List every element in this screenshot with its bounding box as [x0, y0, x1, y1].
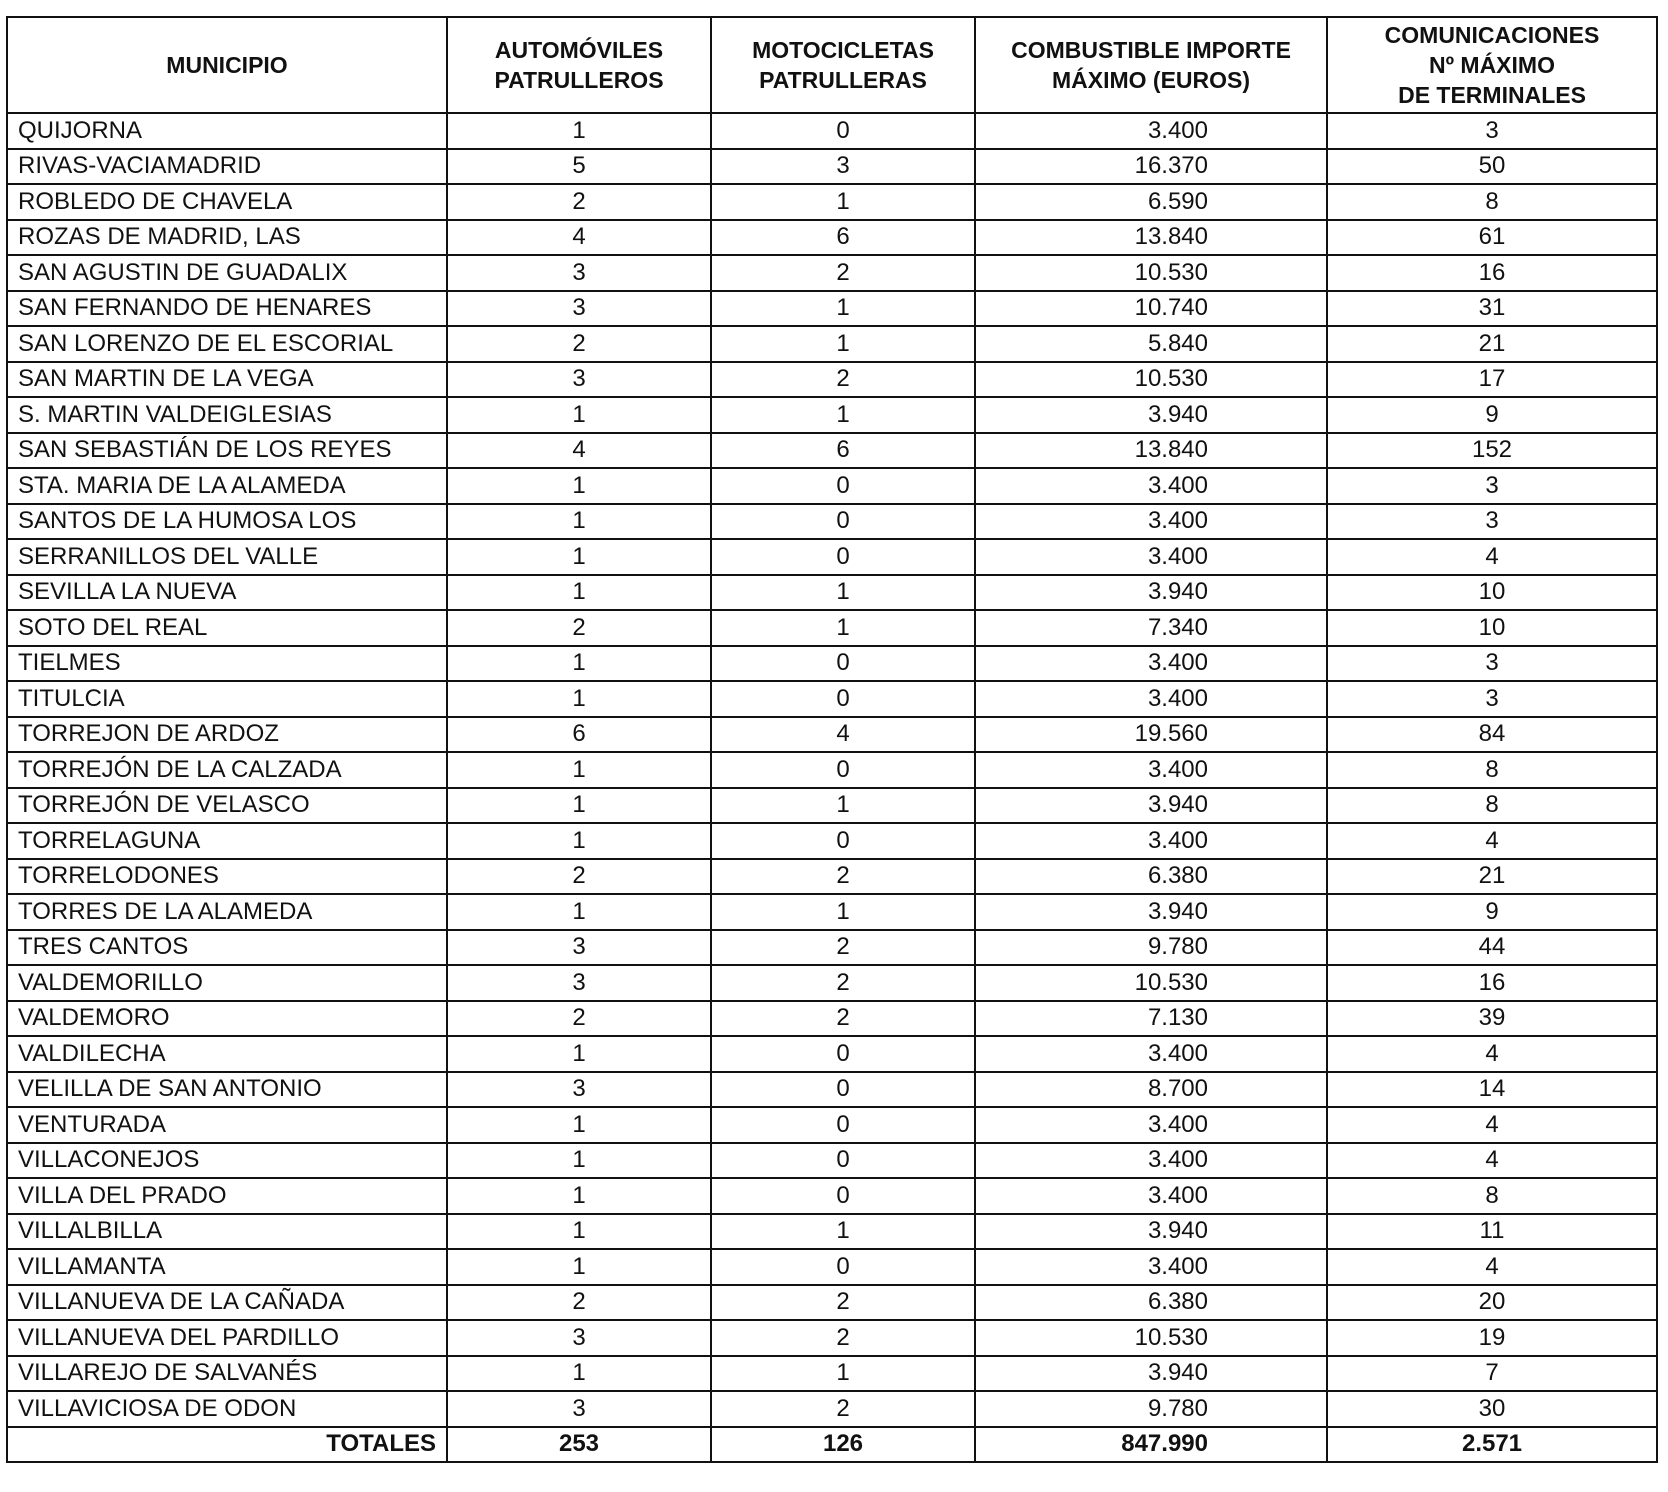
- cell-comunicaciones: 17: [1327, 362, 1657, 398]
- cell-motocicletas: 0: [711, 1036, 975, 1072]
- header-comunicaciones-line: COMUNICACIONES: [1384, 22, 1600, 48]
- cell-motocicletas: 2: [711, 1320, 975, 1356]
- cell-comunicaciones: 44: [1327, 930, 1657, 966]
- cell-automoviles: 1: [447, 113, 711, 149]
- cell-automoviles: 1: [447, 1249, 711, 1285]
- table-row: [7, 291, 1657, 327]
- cell-motocicletas: 1: [711, 894, 975, 930]
- cell-automoviles: 1: [447, 752, 711, 788]
- cell-automoviles: 1: [447, 1143, 711, 1179]
- cell-automoviles: 2: [447, 1001, 711, 1037]
- cell-automoviles: 1: [447, 1178, 711, 1214]
- header-motocicletas-line: PATRULLERAS: [759, 67, 927, 93]
- cell-comunicaciones: 4: [1327, 1249, 1657, 1285]
- cell-automoviles: 2: [447, 184, 711, 220]
- cell-comunicaciones: 3: [1327, 646, 1657, 682]
- cell-combustible: 3.400: [975, 113, 1327, 149]
- cell-municipio: SAN SEBASTIÁN DE LOS REYES: [7, 433, 447, 469]
- cell-automoviles: 6: [447, 717, 711, 753]
- table-row: [7, 1072, 1657, 1108]
- cell-combustible: 3.400: [975, 1249, 1327, 1285]
- cell-municipio: VILLANUEVA DEL PARDILLO: [7, 1320, 447, 1356]
- cell-comunicaciones: 4: [1327, 1107, 1657, 1143]
- cell-comunicaciones: 4: [1327, 1143, 1657, 1179]
- cell-comunicaciones: 21: [1327, 326, 1657, 362]
- header-row: [7, 17, 1657, 113]
- cell-comunicaciones: 8: [1327, 184, 1657, 220]
- cell-combustible: 13.840: [975, 220, 1327, 256]
- cell-motocicletas: 4: [711, 717, 975, 753]
- cell-municipio: SOTO DEL REAL: [7, 610, 447, 646]
- cell-combustible: 9.780: [975, 930, 1327, 966]
- cell-motocicletas: 1: [711, 610, 975, 646]
- header-motocicletas-line: MOTOCICLETAS: [752, 37, 934, 63]
- cell-combustible: 6.380: [975, 1285, 1327, 1321]
- cell-automoviles: 3: [447, 930, 711, 966]
- cell-automoviles: 3: [447, 291, 711, 327]
- table-row: [7, 397, 1657, 433]
- header-comunicaciones: [1327, 17, 1657, 113]
- cell-municipio: TORREJÓN DE VELASCO: [7, 788, 447, 824]
- cell-comunicaciones: 31: [1327, 291, 1657, 327]
- table-row: [7, 681, 1657, 717]
- table-row: [7, 1249, 1657, 1285]
- cell-comunicaciones: 3: [1327, 113, 1657, 149]
- cell-motocicletas: 2: [711, 965, 975, 1001]
- cell-automoviles: 1: [447, 894, 711, 930]
- table-row: [7, 575, 1657, 611]
- table-row: [7, 433, 1657, 469]
- cell-combustible: 10.740: [975, 291, 1327, 327]
- cell-municipio: SAN MARTIN DE LA VEGA: [7, 362, 447, 398]
- cell-automoviles: 4: [447, 220, 711, 256]
- cell-municipio: VILLANUEVA DE LA CAÑADA: [7, 1285, 447, 1321]
- totals-row: [7, 1427, 1657, 1463]
- table-row: [7, 1107, 1657, 1143]
- cell-automoviles: 2: [447, 1285, 711, 1321]
- cell-comunicaciones: 152: [1327, 433, 1657, 469]
- totals-comunicaciones: 2.571: [1327, 1427, 1657, 1463]
- cell-municipio: RIVAS-VACIAMADRID: [7, 149, 447, 185]
- header-automoviles: [447, 17, 711, 113]
- cell-motocicletas: 6: [711, 220, 975, 256]
- cell-automoviles: 5: [447, 149, 711, 185]
- table-row: [7, 113, 1657, 149]
- table-row: [7, 362, 1657, 398]
- table-row: [7, 1143, 1657, 1179]
- cell-motocicletas: 0: [711, 1107, 975, 1143]
- table-row: [7, 220, 1657, 256]
- cell-municipio: TORRELAGUNA: [7, 823, 447, 859]
- cell-municipio: TORRES DE LA ALAMEDA: [7, 894, 447, 930]
- cell-automoviles: 1: [447, 397, 711, 433]
- cell-motocicletas: 2: [711, 859, 975, 895]
- cell-comunicaciones: 4: [1327, 539, 1657, 575]
- cell-combustible: 10.530: [975, 1320, 1327, 1356]
- cell-municipio: TORREJON DE ARDOZ: [7, 717, 447, 753]
- table-row: [7, 539, 1657, 575]
- cell-motocicletas: 0: [711, 1249, 975, 1285]
- cell-combustible: 6.590: [975, 184, 1327, 220]
- cell-motocicletas: 0: [711, 752, 975, 788]
- cell-motocicletas: 2: [711, 255, 975, 291]
- cell-automoviles: 1: [447, 823, 711, 859]
- cell-comunicaciones: 8: [1327, 788, 1657, 824]
- cell-automoviles: 1: [447, 646, 711, 682]
- table-row: [7, 752, 1657, 788]
- cell-comunicaciones: 20: [1327, 1285, 1657, 1321]
- cell-municipio: VALDEMORO: [7, 1001, 447, 1037]
- table-row: [7, 1178, 1657, 1214]
- cell-combustible: 3.940: [975, 575, 1327, 611]
- cell-automoviles: 3: [447, 965, 711, 1001]
- cell-motocicletas: 2: [711, 930, 975, 966]
- cell-combustible: 3.400: [975, 1143, 1327, 1179]
- cell-automoviles: 3: [447, 255, 711, 291]
- cell-combustible: 3.940: [975, 397, 1327, 433]
- cell-automoviles: 4: [447, 433, 711, 469]
- table-row: [7, 1320, 1657, 1356]
- cell-comunicaciones: 7: [1327, 1356, 1657, 1392]
- cell-motocicletas: 2: [711, 1391, 975, 1427]
- table-row: [7, 1036, 1657, 1072]
- cell-automoviles: 3: [447, 1072, 711, 1108]
- cell-comunicaciones: 10: [1327, 610, 1657, 646]
- cell-combustible: 7.130: [975, 1001, 1327, 1037]
- cell-combustible: 3.400: [975, 1036, 1327, 1072]
- cell-comunicaciones: 14: [1327, 1072, 1657, 1108]
- cell-combustible: 10.530: [975, 255, 1327, 291]
- cell-automoviles: 1: [447, 468, 711, 504]
- cell-comunicaciones: 50: [1327, 149, 1657, 185]
- table-row: [7, 894, 1657, 930]
- cell-automoviles: 1: [447, 1356, 711, 1392]
- cell-municipio: TORRELODONES: [7, 859, 447, 895]
- header-combustible-line: MÁXIMO (EUROS): [1051, 67, 1251, 93]
- cell-combustible: 3.940: [975, 894, 1327, 930]
- cell-municipio: S. MARTIN VALDEIGLESIAS: [7, 397, 447, 433]
- cell-combustible: 3.400: [975, 468, 1327, 504]
- cell-motocicletas: 0: [711, 504, 975, 540]
- cell-municipio: VILLAREJO DE SALVANÉS: [7, 1356, 447, 1392]
- cell-comunicaciones: 3: [1327, 681, 1657, 717]
- cell-motocicletas: 0: [711, 1143, 975, 1179]
- cell-motocicletas: 2: [711, 362, 975, 398]
- cell-motocicletas: 1: [711, 788, 975, 824]
- cell-motocicletas: 2: [711, 1001, 975, 1037]
- cell-municipio: SERRANILLOS DEL VALLE: [7, 539, 447, 575]
- cell-municipio: SAN AGUSTIN DE GUADALIX: [7, 255, 447, 291]
- cell-comunicaciones: 9: [1327, 894, 1657, 930]
- cell-automoviles: 3: [447, 1391, 711, 1427]
- cell-municipio: SAN LORENZO DE EL ESCORIAL: [7, 326, 447, 362]
- cell-motocicletas: 1: [711, 291, 975, 327]
- table-row: [7, 646, 1657, 682]
- cell-combustible: 19.560: [975, 717, 1327, 753]
- cell-motocicletas: 0: [711, 539, 975, 575]
- totals-automoviles: 253: [447, 1427, 711, 1463]
- cell-municipio: VILLAMANTA: [7, 1249, 447, 1285]
- table-row: [7, 859, 1657, 895]
- cell-municipio: ROZAS DE MADRID, LAS: [7, 220, 447, 256]
- cell-automoviles: 1: [447, 504, 711, 540]
- cell-automoviles: 1: [447, 788, 711, 824]
- table-row: [7, 468, 1657, 504]
- cell-municipio: TIELMES: [7, 646, 447, 682]
- table-row: [7, 965, 1657, 1001]
- cell-municipio: VENTURADA: [7, 1107, 447, 1143]
- cell-comunicaciones: 8: [1327, 1178, 1657, 1214]
- cell-municipio: VILLALBILLA: [7, 1214, 447, 1250]
- header-comunicaciones-line: Nº MÁXIMO: [1429, 52, 1555, 78]
- cell-motocicletas: 0: [711, 113, 975, 149]
- cell-municipio: QUIJORNA: [7, 113, 447, 149]
- cell-combustible: 3.400: [975, 504, 1327, 540]
- header-motocicletas: [711, 17, 975, 113]
- totals-label: TOTALES: [7, 1427, 447, 1463]
- cell-municipio: ROBLEDO DE CHAVELA: [7, 184, 447, 220]
- cell-comunicaciones: 30: [1327, 1391, 1657, 1427]
- cell-municipio: VALDEMORILLO: [7, 965, 447, 1001]
- cell-comunicaciones: 10: [1327, 575, 1657, 611]
- cell-combustible: 5.840: [975, 326, 1327, 362]
- cell-municipio: SAN FERNANDO DE HENARES: [7, 291, 447, 327]
- cell-automoviles: 1: [447, 1214, 711, 1250]
- cell-combustible: 3.400: [975, 823, 1327, 859]
- cell-municipio: VELILLA DE SAN ANTONIO: [7, 1072, 447, 1108]
- cell-motocicletas: 0: [711, 823, 975, 859]
- cell-motocicletas: 0: [711, 681, 975, 717]
- cell-comunicaciones: 4: [1327, 823, 1657, 859]
- header-automoviles-line: PATRULLEROS: [494, 67, 664, 93]
- cell-motocicletas: 1: [711, 397, 975, 433]
- cell-municipio: TITULCIA: [7, 681, 447, 717]
- cell-automoviles: 1: [447, 539, 711, 575]
- cell-combustible: 3.940: [975, 788, 1327, 824]
- cell-comunicaciones: 11: [1327, 1214, 1657, 1250]
- cell-automoviles: 1: [447, 575, 711, 611]
- cell-comunicaciones: 3: [1327, 468, 1657, 504]
- cell-municipio: VALDILECHA: [7, 1036, 447, 1072]
- cell-combustible: 10.530: [975, 362, 1327, 398]
- cell-motocicletas: 0: [711, 1072, 975, 1108]
- cell-municipio: SANTOS DE LA HUMOSA LOS: [7, 504, 447, 540]
- header-combustible-line: COMBUSTIBLE IMPORTE: [1011, 37, 1291, 63]
- cell-automoviles: 1: [447, 681, 711, 717]
- cell-combustible: 8.700: [975, 1072, 1327, 1108]
- cell-comunicaciones: 84: [1327, 717, 1657, 753]
- cell-comunicaciones: 16: [1327, 255, 1657, 291]
- table-row: [7, 1001, 1657, 1037]
- table-row: [7, 255, 1657, 291]
- header-comunicaciones-line: DE TERMINALES: [1398, 82, 1586, 108]
- cell-automoviles: 2: [447, 859, 711, 895]
- table-body: [7, 113, 1657, 1427]
- cell-municipio: STA. MARIA DE LA ALAMEDA: [7, 468, 447, 504]
- cell-municipio: VILLA DEL PRADO: [7, 1178, 447, 1214]
- resources-table: [6, 16, 1658, 1463]
- table-row: [7, 1214, 1657, 1250]
- cell-automoviles: 2: [447, 610, 711, 646]
- cell-comunicaciones: 16: [1327, 965, 1657, 1001]
- cell-comunicaciones: 4: [1327, 1036, 1657, 1072]
- table-row: [7, 610, 1657, 646]
- cell-automoviles: 3: [447, 1320, 711, 1356]
- cell-combustible: 3.400: [975, 1178, 1327, 1214]
- document-page: [6, 16, 1658, 1463]
- cell-comunicaciones: 21: [1327, 859, 1657, 895]
- cell-motocicletas: 1: [711, 326, 975, 362]
- cell-comunicaciones: 3: [1327, 504, 1657, 540]
- cell-motocicletas: 1: [711, 184, 975, 220]
- cell-motocicletas: 0: [711, 1178, 975, 1214]
- cell-motocicletas: 2: [711, 1285, 975, 1321]
- cell-municipio: TORREJÓN DE LA CALZADA: [7, 752, 447, 788]
- table-row: [7, 184, 1657, 220]
- cell-combustible: 3.400: [975, 539, 1327, 575]
- cell-combustible: 13.840: [975, 433, 1327, 469]
- cell-combustible: 3.940: [975, 1356, 1327, 1392]
- table-row: [7, 149, 1657, 185]
- cell-combustible: 3.400: [975, 1107, 1327, 1143]
- cell-motocicletas: 6: [711, 433, 975, 469]
- table-row: [7, 1391, 1657, 1427]
- header-municipio: MUNICIPIO: [7, 17, 447, 113]
- table-row: [7, 823, 1657, 859]
- cell-municipio: VILLACONEJOS: [7, 1143, 447, 1179]
- cell-comunicaciones: 8: [1327, 752, 1657, 788]
- table-row: [7, 326, 1657, 362]
- table-row: [7, 788, 1657, 824]
- cell-combustible: 10.530: [975, 965, 1327, 1001]
- cell-combustible: 3.940: [975, 1214, 1327, 1250]
- cell-municipio: TRES CANTOS: [7, 930, 447, 966]
- cell-comunicaciones: 61: [1327, 220, 1657, 256]
- cell-combustible: 7.340: [975, 610, 1327, 646]
- cell-motocicletas: 0: [711, 646, 975, 682]
- table-row: [7, 504, 1657, 540]
- cell-automoviles: 3: [447, 362, 711, 398]
- cell-automoviles: 1: [447, 1036, 711, 1072]
- table-row: [7, 930, 1657, 966]
- cell-comunicaciones: 9: [1327, 397, 1657, 433]
- cell-combustible: 3.400: [975, 681, 1327, 717]
- cell-automoviles: 1: [447, 1107, 711, 1143]
- cell-motocicletas: 3: [711, 149, 975, 185]
- cell-motocicletas: 1: [711, 1214, 975, 1250]
- cell-automoviles: 2: [447, 326, 711, 362]
- cell-motocicletas: 0: [711, 468, 975, 504]
- cell-municipio: SEVILLA LA NUEVA: [7, 575, 447, 611]
- totals-motocicletas: 126: [711, 1427, 975, 1463]
- cell-combustible: 16.370: [975, 149, 1327, 185]
- cell-motocicletas: 1: [711, 1356, 975, 1392]
- cell-combustible: 3.400: [975, 752, 1327, 788]
- cell-combustible: 3.400: [975, 646, 1327, 682]
- cell-municipio: VILLAVICIOSA DE ODON: [7, 1391, 447, 1427]
- cell-motocicletas: 1: [711, 575, 975, 611]
- cell-comunicaciones: 39: [1327, 1001, 1657, 1037]
- totals-combustible: 847.990: [975, 1427, 1327, 1463]
- cell-combustible: 9.780: [975, 1391, 1327, 1427]
- cell-combustible: 6.380: [975, 859, 1327, 895]
- table-row: [7, 1285, 1657, 1321]
- header-automoviles-line: AUTOMÓVILES: [494, 37, 664, 63]
- header-combustible: [975, 17, 1327, 113]
- table-row: [7, 717, 1657, 753]
- table-row: [7, 1356, 1657, 1392]
- cell-comunicaciones: 19: [1327, 1320, 1657, 1356]
